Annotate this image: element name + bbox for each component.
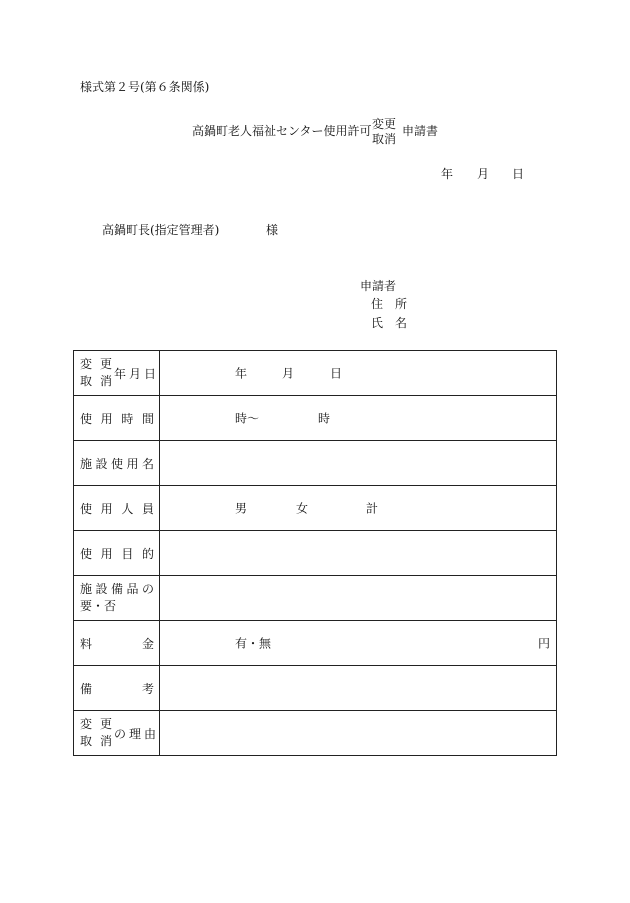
title-variant	[372, 117, 396, 147]
table-row-usage-time	[74, 396, 557, 441]
remarks-label: 備 考	[74, 666, 160, 711]
date-month-label: 月	[477, 167, 490, 181]
change-date-day: 日	[330, 366, 343, 381]
addressee-honorific: 様	[266, 223, 279, 237]
date-year-label: 年	[441, 167, 454, 181]
fee-label: 料 金	[74, 621, 160, 666]
reason-label: 変 更 取 消 の 理 由	[74, 711, 160, 756]
title-prefix: 高鍋町老人福祉センター使用許可	[192, 124, 372, 138]
table-row-attendees	[74, 486, 557, 531]
change-date-label: 変 更 取 消 年 月 日	[74, 351, 160, 396]
reason-field[interactable]	[160, 711, 557, 756]
table-row-facility-name	[74, 441, 557, 486]
application-table	[73, 350, 557, 756]
date-day-label: 日	[512, 167, 525, 181]
change-date-field[interactable]	[160, 351, 557, 396]
table-row-purpose	[74, 531, 557, 576]
usage-time-end: 時	[318, 411, 331, 426]
title-suffix: 申請書	[402, 124, 439, 138]
attendees-field[interactable]	[160, 486, 557, 531]
title-variant-cancel: 取消	[372, 132, 397, 146]
applicant-name-label: 氏 名	[371, 316, 408, 330]
change-date-month: 月	[282, 366, 295, 381]
attendees-label: 使 用 人 員	[74, 486, 160, 531]
table-row-fee	[74, 621, 557, 666]
table-row-remarks	[74, 666, 557, 711]
fee-field[interactable]	[160, 621, 557, 666]
addressee-name: 高鍋町長(指定管理者)	[102, 223, 220, 237]
change-date-year: 年	[235, 366, 248, 381]
table-row-equipment	[74, 576, 557, 621]
usage-time-label: 使 用 時 間	[74, 396, 160, 441]
facility-name-label: 施 設 使 用 名	[74, 441, 160, 486]
attendees-female: 女	[296, 501, 309, 516]
equipment-field[interactable]	[160, 576, 557, 621]
table-row-reason	[74, 711, 557, 756]
purpose-label: 使 用 目 的	[74, 531, 160, 576]
fee-option: 有・無	[235, 636, 272, 651]
applicant-heading: 申請者	[360, 279, 397, 293]
purpose-field[interactable]	[160, 531, 557, 576]
facility-name-field[interactable]	[160, 441, 557, 486]
title-variant-change: 変更	[372, 117, 397, 131]
table-row-change-date	[74, 351, 557, 396]
form-number: 様式第２号(第６条関係)	[80, 80, 210, 94]
attendees-total: 計	[366, 501, 379, 516]
remarks-field[interactable]	[160, 666, 557, 711]
fee-unit: 円	[537, 636, 550, 651]
equipment-label: 施 設 備 品 の 要・否	[74, 576, 160, 621]
usage-time-field[interactable]	[160, 396, 557, 441]
applicant-address-label: 住 所	[371, 297, 408, 311]
attendees-male: 男	[235, 501, 248, 516]
usage-time-start: 時～	[235, 411, 260, 426]
